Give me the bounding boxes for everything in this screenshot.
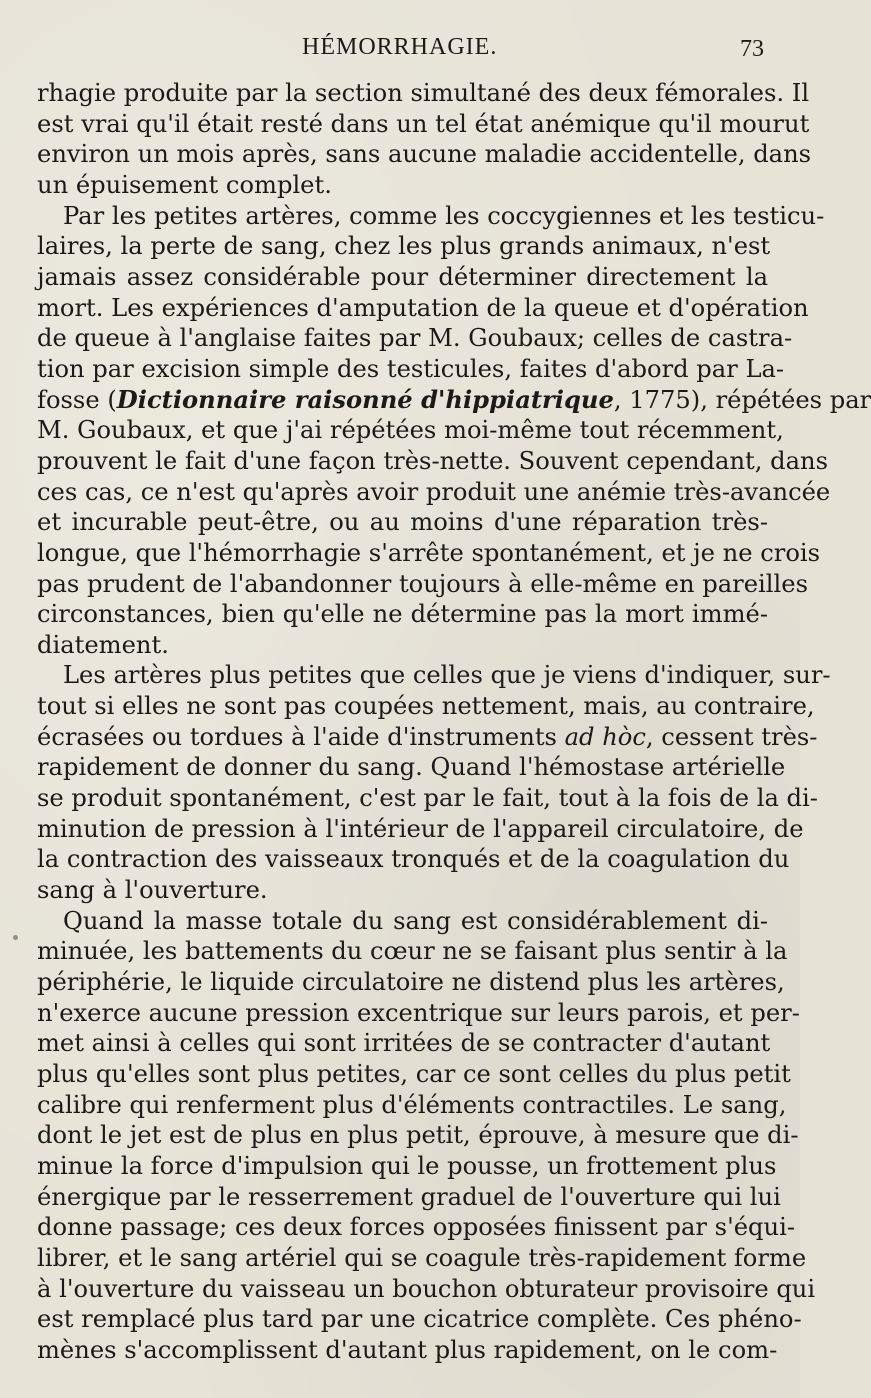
text-line: librer, et le sang artériel qui se coagule très-rapidement forme <box>37 1243 807 1272</box>
running-head <box>37 34 768 64</box>
text-line: tion par excision simple des testicules, faites d'abord par La- <box>37 354 785 383</box>
text-line <box>37 384 871 416</box>
text-segment: écrasées ou tordues à l'aide d'instruments <box>37 722 565 751</box>
text-line: Les artères plus petites que celles que je viens d'indiquer, sur- <box>63 661 831 690</box>
text-line: sang à l'ouverture. <box>37 876 268 905</box>
text-segment: fosse ( <box>37 385 117 414</box>
text-segment: , 1775), répétées par <box>613 385 871 414</box>
text-line: met ainsi à celles qui sont irritées de se contracter d'autant <box>37 1029 771 1058</box>
text-line: tout si elles ne sont pas coupées nettement, mais, au contraire, <box>37 692 815 721</box>
text-line: de queue à l'anglaise faites par M. Goubaux; celles de castra- <box>37 324 793 353</box>
text-line: est vrai qu'il était resté dans un tel état anémique qu'il mourut <box>37 109 810 138</box>
text-line: minue la force d'impulsion qui le pousse, un frottement plus <box>37 1151 777 1180</box>
running-title: HÉMORRHAGIE. <box>302 34 498 60</box>
text-line: et incurable peut-être, ou au moins d'une réparation très- <box>37 508 768 537</box>
text-line: est remplacé plus tard par une cicatrice complète. Ces phéno- <box>37 1305 802 1334</box>
text-line: Quand la masse totale du sang est considérablement di- <box>63 906 768 935</box>
text-line: dont le jet est de plus en plus petit, éprouve, à mesure que di- <box>37 1121 799 1150</box>
text-line: M. Goubaux, et que j'ai répétées moi-même tout récemment, <box>37 416 784 445</box>
text-segment: , cessent très- <box>645 722 818 751</box>
text-line: diatement. <box>37 630 169 659</box>
text-line: un épuisement complet. <box>37 170 332 199</box>
text-line: à l'ouverture du vaisseau un bouchon obturateur provisoire qui <box>37 1274 816 1303</box>
text-line: environ un mois après, sans aucune maladie accidentelle, dans <box>37 140 812 169</box>
text-line: Par les petites artères, comme les coccygiennes et les testicu- <box>63 201 825 230</box>
ink-speck <box>13 935 18 940</box>
paragraph-3 <box>37 660 831 905</box>
text-line: donne passage; ces deux forces opposées finissent par s'équi- <box>37 1213 795 1242</box>
text-line: mort. Les expériences d'amputation de la queue et d'opération <box>37 293 809 322</box>
text-line: plus qu'elles sont plus petites, car ce sont celles du plus petit <box>37 1060 791 1088</box>
text-line: longue, que l'hémorrhagie s'arrête spontanément, et je ne crois <box>37 538 821 567</box>
text-line: pas prudent de l'abandonner toujours à elle-même en pareilles <box>37 569 808 598</box>
body-text <box>37 78 871 1366</box>
paragraph-4 <box>37 906 816 1366</box>
text-line: jamais assez considérable pour déterminer directement la <box>37 262 768 291</box>
text-line: laires, la perte de sang, chez les plus grands animaux, n'est <box>37 232 771 261</box>
text-line: prouvent le fait d'une façon très-nette. Souvent cependant, dans <box>37 446 829 475</box>
page-number: 73 <box>740 36 764 62</box>
text-line: n'exerce aucune pression excentrique sur leurs parois, et per- <box>37 998 800 1027</box>
text-line: se produit spontanément, c'est par le fait, tout à la fois de la di- <box>37 784 818 813</box>
italic-title: Dictionnaire raisonné d'hippiatrique <box>116 384 614 414</box>
text-line: ces cas, ce n'est qu'après avoir produit une anémie très-avancée <box>37 477 831 506</box>
text-line <box>37 722 818 753</box>
text-line: rapidement de donner du sang. Quand l'hémostase artérielle <box>37 753 786 782</box>
text-line: périphérie, le liquide circulatoire ne distend plus les artères, <box>37 968 785 997</box>
paragraph-1 <box>37 78 812 201</box>
italic-phrase: ad hòc <box>564 722 646 751</box>
text-line: rhagie produite par la section simultané des deux fémorales. Il <box>37 79 810 107</box>
text-line: minution de pression à l'intérieur de l'appareil circulatoire, de <box>37 814 804 843</box>
text-line: la contraction des vaisseaux tronqués et de la coagulation du <box>37 845 790 874</box>
paragraph-2 <box>37 201 871 661</box>
text-line: circonstances, bien qu'elle ne détermine pas la mort immé- <box>37 600 768 629</box>
text-line: minuée, les battements du cœur ne se faisant plus sentir à la <box>37 937 788 966</box>
text-line: mènes s'accomplissent d'autant plus rapidement, on le com- <box>37 1335 778 1364</box>
text-line: énergique par le resserrement graduel de l'ouverture qui lui <box>37 1182 781 1211</box>
text-line: calibre qui renferment plus d'éléments contractiles. Le sang, <box>37 1090 787 1119</box>
